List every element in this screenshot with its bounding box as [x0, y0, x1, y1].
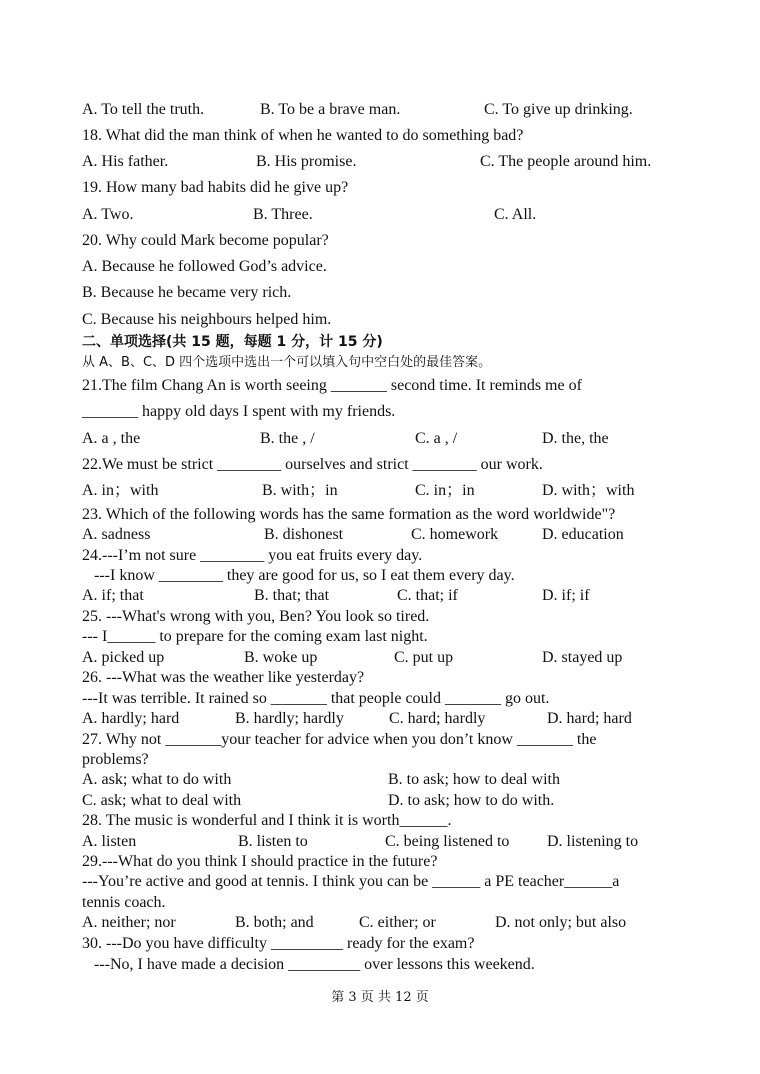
section-title: 二、单项选择(共 15 题，每题 1 分，计 15 分): [82, 334, 383, 350]
q27-stem-line1: 27. Why not _______your teacher for advice when you don’t know _______ the: [82, 731, 597, 748]
q24-option-d: D. if; if: [542, 587, 590, 604]
q27-stem-line2: problems?: [82, 751, 149, 768]
q27-option-b: B. to ask; how to deal with: [388, 771, 560, 788]
q29-option-d: D. not only; but also: [495, 914, 627, 931]
q28-option-d: D. listening to: [547, 833, 639, 850]
q21-stem-line2: _______ happy old days I spent with my friends.: [82, 403, 396, 420]
q24-stem-line1: 24.---I’m not sure ________ you eat fruits every day.: [82, 547, 423, 564]
q29-stem-line3: tennis coach.: [82, 894, 166, 911]
q22-option-c: C. in；in: [415, 482, 475, 499]
q24-stem-line2: ---I know ________ they are good for us, so I eat them every day.: [82, 567, 515, 584]
q26-option-b: B. hardly; hardly: [235, 710, 344, 727]
q25-stem-line2: --- I______ to prepare for the coming exam last night.: [82, 628, 428, 645]
q19-stem: 19. How many bad habits did he give up?: [82, 179, 349, 196]
q22-stem: 22.We must be strict ________ ourselves and strict ________ our work.: [82, 456, 543, 473]
q20-option-a: A. Because he followed God’s advice.: [82, 258, 327, 275]
q23-option-b: B. dishonest: [264, 526, 344, 543]
q17-option-c: C. To give up drinking.: [484, 101, 633, 118]
q28-option-b: B. listen to: [238, 833, 308, 850]
q23-option-d: D. education: [542, 526, 624, 543]
q21-stem-line1: 21.The film Chang An is worth seeing _______ second time. It reminds me of: [82, 377, 582, 394]
q26-stem-line2: ---It was terrible. It rained so _______ that people could _______ go out.: [82, 690, 550, 707]
q29-option-a: A. neither; nor: [82, 914, 176, 931]
q29-option-c: C. either; or: [359, 914, 436, 931]
q26-stem-line1: 26. ---What was the weather like yesterday?: [82, 669, 365, 686]
q30-stem-line1: 30. ---Do you have difficulty _________ ready for the exam?: [82, 935, 475, 952]
q24-option-c: C. that; if: [397, 587, 458, 604]
q28-option-c: C. being listened to: [385, 833, 510, 850]
section-instruction: 从 A、B、C、D 四个选项中选出一个可以填入句中空白处的最佳答案。: [82, 355, 492, 370]
q18-option-a: A. His father.: [82, 153, 169, 170]
q30-stem-line2: ---No, I have made a decision _________ over lessons this weekend.: [82, 956, 535, 973]
q17-option-b: B. To be a brave man.: [260, 101, 401, 118]
q27-option-a: A. ask; what to do with: [82, 771, 232, 788]
q20-option-b: B. Because he became very rich.: [82, 284, 292, 301]
page-number-footer: 第 3 页 共 12 页: [331, 990, 429, 1005]
q21-option-c: C. a , /: [415, 430, 458, 447]
q29-stem-line2: ---You’re active and good at tennis. I think you can be ______ a PE teacher______a: [82, 873, 620, 890]
q25-option-d: D. stayed up: [542, 649, 623, 666]
q25-option-c: C. put up: [394, 649, 454, 666]
q21-option-d: D. the, the: [542, 430, 609, 447]
q20-stem: 20. Why could Mark become popular?: [82, 232, 329, 249]
q29-stem-line1: 29.---What do you think I should practice in the future?: [82, 853, 438, 870]
q26-option-c: C. hard; hardly: [389, 710, 486, 727]
q24-option-a: A. if; that: [82, 587, 144, 604]
q17-option-a: A. To tell the truth.: [82, 101, 205, 118]
q21-option-b: B. the , /: [260, 430, 315, 447]
q24-option-b: B. that; that: [254, 587, 330, 604]
q25-option-b: B. woke up: [244, 649, 318, 666]
q19-option-a: A. Two.: [82, 206, 134, 223]
q25-stem-line1: 25. ---What's wrong with you, Ben? You look so tired.: [82, 608, 430, 625]
q22-option-d: D. with；with: [542, 482, 635, 499]
q23-stem: 23. Which of the following words has the same formation as the word worldwide"?: [82, 506, 616, 523]
q18-option-c: C. The people around him.: [480, 153, 652, 170]
q20-option-c: C. Because his neighbours helped him.: [82, 311, 332, 328]
q28-stem: 28. The music is wonderful and I think it is worth______.: [82, 812, 452, 829]
q19-option-c: C. All.: [494, 206, 537, 223]
q29-option-b: B. both; and: [235, 914, 314, 931]
q22-option-a: A. in；with: [82, 482, 159, 499]
q25-option-a: A. picked up: [82, 649, 165, 666]
q23-option-a: A. sadness: [82, 526, 151, 543]
q27-option-d: D. to ask; how to do with.: [388, 792, 555, 809]
q19-option-b: B. Three.: [253, 206, 313, 223]
q26-option-a: A. hardly; hard: [82, 710, 180, 727]
q23-option-c: C. homework: [411, 526, 499, 543]
q27-option-c: C. ask; what to deal with: [82, 792, 242, 809]
q22-option-b: B. with；in: [262, 482, 338, 499]
q28-option-a: A. listen: [82, 833, 137, 850]
q26-option-d: D. hard; hard: [547, 710, 632, 727]
q18-option-b: B. His promise.: [256, 153, 357, 170]
q18-stem: 18. What did the man think of when he wanted to do something bad?: [82, 127, 524, 144]
q21-option-a: A. a , the: [82, 430, 141, 447]
